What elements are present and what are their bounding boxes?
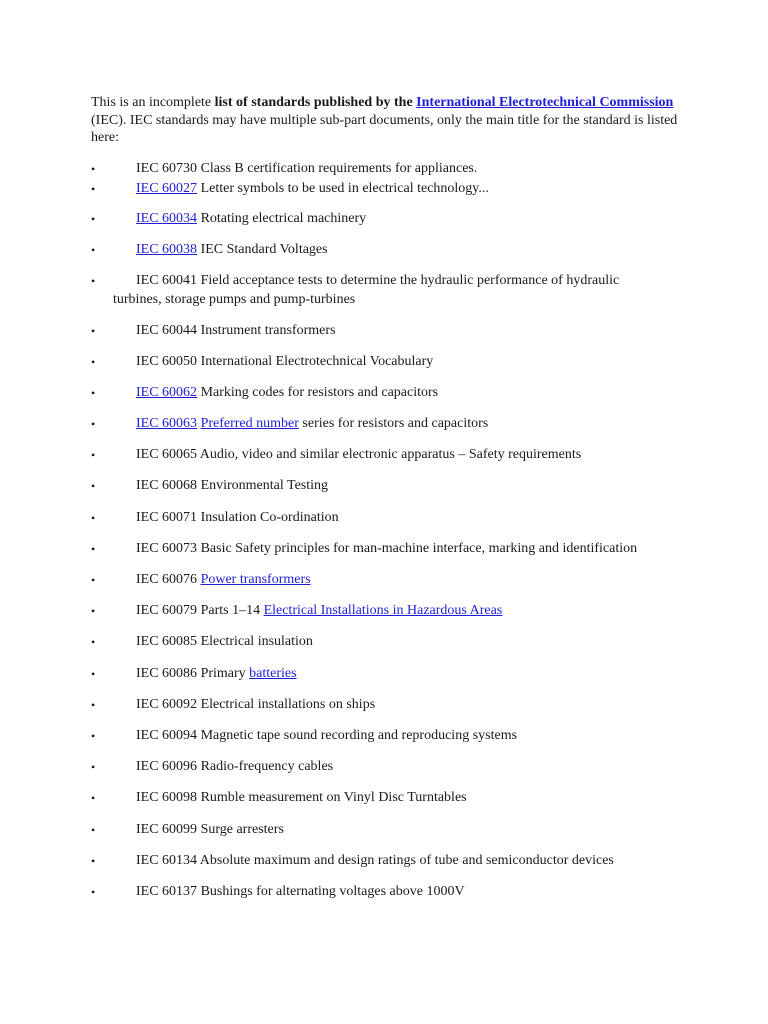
standard-code: IEC 60065 [136,447,198,462]
standard-title: Radio-frequency cables [197,759,334,774]
list-item-text [91,665,731,684]
bullet-icon: • [91,542,96,556]
list-item-text [91,384,731,403]
standard-title: Class B certification requirements for appliances. [197,161,478,176]
standard-code: IEC 60041 [136,273,198,288]
list-item-text [91,602,731,621]
list-item [91,210,731,229]
standard-code: IEC 60073 [136,541,198,556]
standard-code: IEC 60044 [136,323,198,338]
standard-title: Magnetic tape sound recording and reproducing systems [197,728,518,743]
bullet-icon: • [91,212,96,226]
list-item [91,727,731,746]
list-item-text [91,727,731,746]
intro-paragraph [91,94,691,147]
standard-title: Audio, video and similar electronic apparatus – Safety requirements [197,447,582,462]
list-item-text [91,241,731,260]
list-item [91,322,731,341]
iec-wiki-link[interactable]: International Electrotechnical Commission [416,95,674,110]
list-item-text [91,758,731,777]
list-item [91,821,731,840]
list-item [91,384,731,403]
list-item [91,446,731,465]
bullet-icon: • [91,386,96,400]
list-item [91,758,731,777]
intro-suffix: (IEC). IEC standards may have multiple sub-part documents, only the main title for the standard is listed here: [91,112,678,145]
standard-title: Electrical insulation [197,634,313,649]
standard-title: Bushings for alternating voltages above 1000V [197,884,465,899]
standard-code: IEC 60094 [136,728,198,743]
bullet-icon: • [91,448,96,462]
bullet-icon: • [91,667,96,681]
bullet-icon: • [91,417,96,431]
standard-title: Field acceptance tests to determine the hydraulic performance of hydraulic [197,273,620,288]
standard-title: International Electrotechnical Vocabulary [197,354,434,369]
list-item [91,241,731,260]
standard-title: IEC Standard Voltages [197,242,328,257]
standard-code: IEC 60050 [136,354,198,369]
bullet-icon: • [91,511,96,525]
standard-title-link[interactable]: Electrical Installations in Hazardous Areas [263,603,503,618]
list-item-text [91,821,731,840]
bullet-icon: • [91,729,96,743]
standard-title: Marking codes for resistors and capacitors [197,385,439,400]
standard-title: Electrical installations on ships [197,697,376,712]
list-item-text [91,540,731,559]
bullet-icon: • [91,698,96,712]
list-item [91,665,731,684]
standard-title-prefix: Parts 1–14 [197,603,264,618]
list-item [91,852,731,871]
list-item-text [91,446,731,465]
list-item-text [91,160,731,179]
list-item-text [91,415,731,434]
standard-title: Surge arresters [197,822,284,837]
intro-prefix: This is an incomplete [91,95,215,110]
standard-title: Environmental Testing [197,478,329,493]
list-item-text [91,210,731,229]
bullet-icon: • [91,162,96,176]
standard-title: Rotating electrical machinery [197,211,367,226]
standard-title-prefix: Primary [197,666,250,681]
standard-code-link[interactable]: IEC 60038 [136,242,198,257]
standard-title: Rumble measurement on Vinyl Disc Turntables [197,790,467,805]
bullet-icon: • [91,324,96,338]
list-item-text [91,509,731,528]
bullet-icon: • [91,791,96,805]
list-item [91,789,731,808]
list-item [91,696,731,715]
standard-code: IEC 60099 [136,822,198,837]
standard-code: IEC 60730 [136,161,198,176]
list-item [91,477,731,496]
standard-code: IEC 60076 [136,572,198,587]
list-item [91,883,731,902]
list-item [91,633,731,652]
list-item-text [91,353,731,372]
list-item-text [91,883,731,902]
bullet-icon: • [91,573,96,587]
list-item-text [91,852,731,871]
list-item [91,540,731,559]
bullet-icon: • [91,182,96,196]
list-item-text [91,696,731,715]
list-item-text [91,789,731,808]
list-item-text [91,571,731,590]
bullet-icon: • [91,885,96,899]
standard-title: Basic Safety principles for man-machine interface, marking and identification [197,541,638,556]
standard-code: IEC 60134 [136,853,198,868]
standard-code: IEC 60085 [136,634,198,649]
standard-code: IEC 60098 [136,790,198,805]
list-item [91,602,731,621]
list-item [91,509,731,528]
standard-title: Absolute maximum and design ratings of tube and semiconductor devices [197,853,614,868]
standard-code: IEC 60071 [136,510,198,525]
bullet-icon: • [91,604,96,618]
bullet-icon: • [91,479,96,493]
bullet-icon: • [91,760,96,774]
list-item-text [91,633,731,652]
standard-title: Instrument transformers [197,323,336,338]
standard-code-link[interactable]: IEC 60027 [136,181,198,196]
list-item-text [91,322,731,341]
standard-code-link[interactable]: IEC 60063 [136,416,198,431]
bullet-icon: • [91,854,96,868]
list-item [91,415,731,434]
intro-bold-text: list of standards published by the [214,95,413,110]
inline-link[interactable]: Preferred number [200,416,299,431]
list-item-text [91,477,731,496]
bullet-icon: • [91,274,96,288]
bullet-icon: • [91,823,96,837]
standard-code-link[interactable]: IEC 60034 [136,211,198,226]
standard-title-link[interactable]: batteries [249,666,297,681]
standard-title-continuation: turbines, storage pumps and pump-turbines [113,291,356,307]
standard-code: IEC 60096 [136,759,198,774]
bullet-icon: • [91,355,96,369]
list-item [91,180,731,199]
standard-title-link[interactable]: Power transformers [200,572,311,587]
standard-title: Letter symbols to be used in electrical technology... [197,181,489,196]
standard-code: IEC 60092 [136,697,198,712]
list-item-text [91,272,731,309]
list-item [91,571,731,590]
list-item-text [91,180,731,199]
standard-code: IEC 60137 [136,884,198,899]
standard-title: Insulation Co-ordination [197,510,339,525]
list-item [91,353,731,372]
list-item [91,272,731,309]
standard-code-link[interactable]: IEC 60062 [136,385,198,400]
bullet-icon: • [91,635,96,649]
standard-code: IEC 60068 [136,478,198,493]
standard-code: IEC 60086 [136,666,198,681]
standard-code: IEC 60079 [136,603,198,618]
bullet-icon: • [91,243,96,257]
standard-title: series for resistors and capacitors [298,416,489,431]
list-item [91,160,731,179]
